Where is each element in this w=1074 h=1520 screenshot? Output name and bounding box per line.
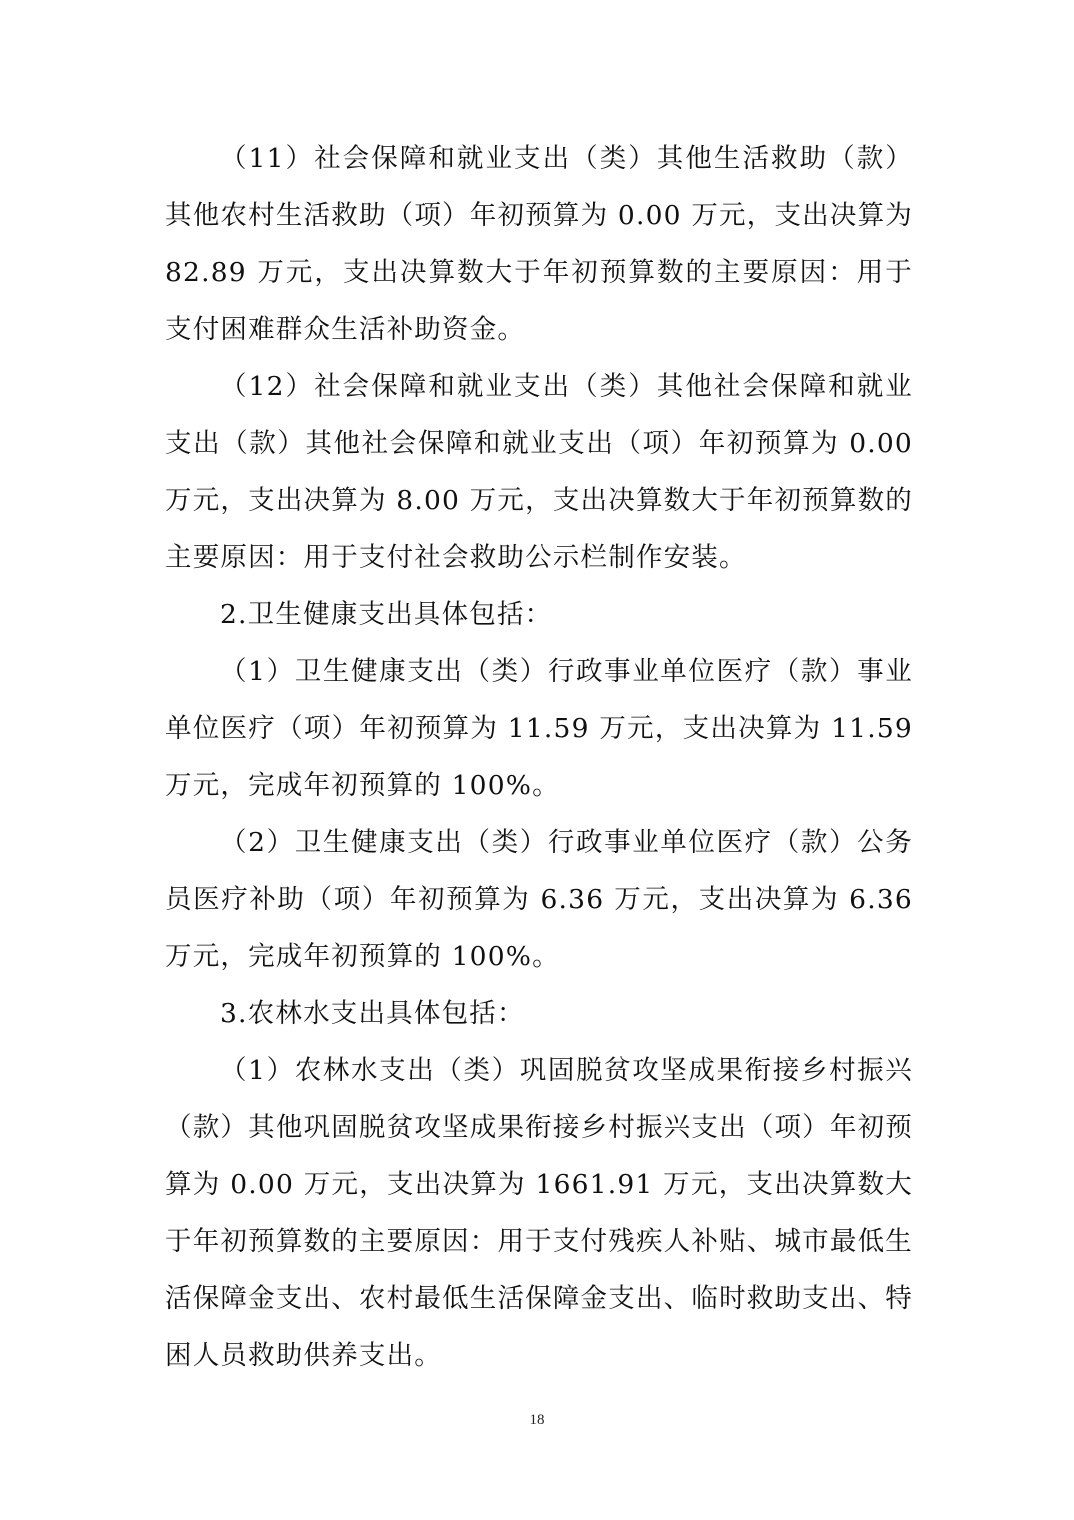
paragraph-item-12: （12）社会保障和就业支出（类）其他社会保障和就业支出（款）其他社会保障和就业支出（项）年初预算为 0.00 万元，支出决算为 8.00 万元，支出决算数大于年初预算数的主要原因：用于支付社会救助公示栏制作安装。 [165, 371, 913, 573]
paragraph-item-11: （11）社会保障和就业支出（类）其他生活救助（款）其他农村生活救助（项）年初预算为 0.00 万元，支出决算为 82.89 万元，支出决算数大于年初预算数的主要原因：用于支付困难群众生活补助资金。 [165, 143, 913, 345]
paragraph-agriculture-item-1: （1）农林水支出（类）巩固脱贫攻坚成果衔接乡村振兴（款）其他巩固脱贫攻坚成果衔接乡村振兴支出（项）年初预算为 0.00 万元，支出决算为 1661.91 万元，支出决算数大于年初预算数的主要原因：用于支付残疾人补贴、城市最低生活保障金支出、农村最低生活保障金支出、临时救助支出、特困人员救助供养支出。 [165, 1055, 913, 1371]
paragraph-health-item-1: （1）卫生健康支出（类）行政事业单位医疗（款）事业单位医疗（项）年初预算为 11.59 万元，支出决算为 11.59 万元，完成年初预算的 100%。 [165, 656, 913, 801]
paragraph-health-item-2: （2）卫生健康支出（类）行政事业单位医疗（款）公务员医疗补助（项）年初预算为 6.36 万元，支出决算为 6.36 万元，完成年初预算的 100%。 [165, 827, 913, 972]
page-number: 18 [529, 1412, 545, 1428]
section-heading-health: 2.卫生健康支出具体包括： [220, 599, 553, 630]
section-heading-agriculture: 3.农林水支出具体包括： [220, 998, 525, 1029]
document-body [165, 130, 913, 1384]
